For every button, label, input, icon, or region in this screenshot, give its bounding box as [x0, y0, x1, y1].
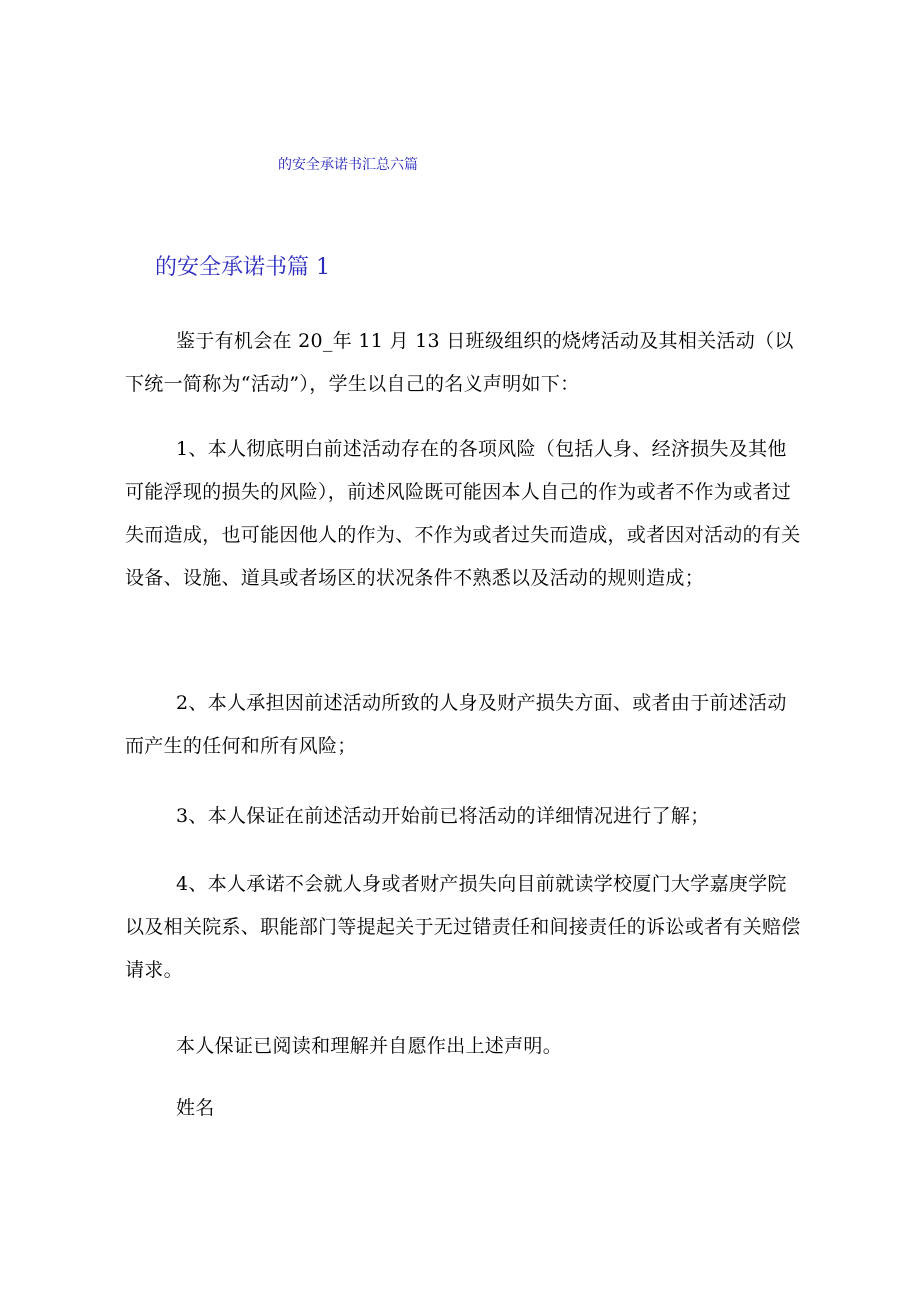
intro-paragraph: 鉴于有机会在 20_年 11 月 13 日班级组织的烧烤活动及其相关活动（以下统一简称为“活动”），学生以自己的名义声明如下：	[125, 330, 794, 395]
clause-2-paragraph: 2、本人承担因前述活动所致的人身及财产损失方面、或者由于前述活动而产生的任何和所有风险；	[125, 692, 787, 757]
name-label: 姓名	[176, 1097, 215, 1119]
confirmation-paragraph: 本人保证已阅读和理解并自愿作出上述声明。	[176, 1035, 563, 1057]
section-heading: 的安全承诺书篇 1	[155, 255, 330, 280]
clause-3-paragraph: 3、本人保证在前述活动开始前已将活动的详细情况进行了解；	[176, 805, 710, 827]
clause-4-paragraph: 4、本人承诺不会就人身或者财产损失向目前就读学校厦门大学嘉庚学院以及相关院系、职能部门等提起关于无过错责任和间接责任的诉讼或者有关赔偿请求。	[125, 873, 801, 981]
clause-1-paragraph: 1、本人彻底明白前述活动存在的各项风险（包括人身、经济损失及其他可能浮现的损失的风险），前述风险既可能因本人自己的作为或者不作为或者过失而造成，也可能因他人的作为、不作为或者过失而造成，或者因对活动的有关设备、设施、道具或者场区的状况条件不熟悉以及活动的规则造成；	[125, 438, 801, 589]
document-title: 的安全承诺书汇总六篇	[278, 157, 418, 173]
